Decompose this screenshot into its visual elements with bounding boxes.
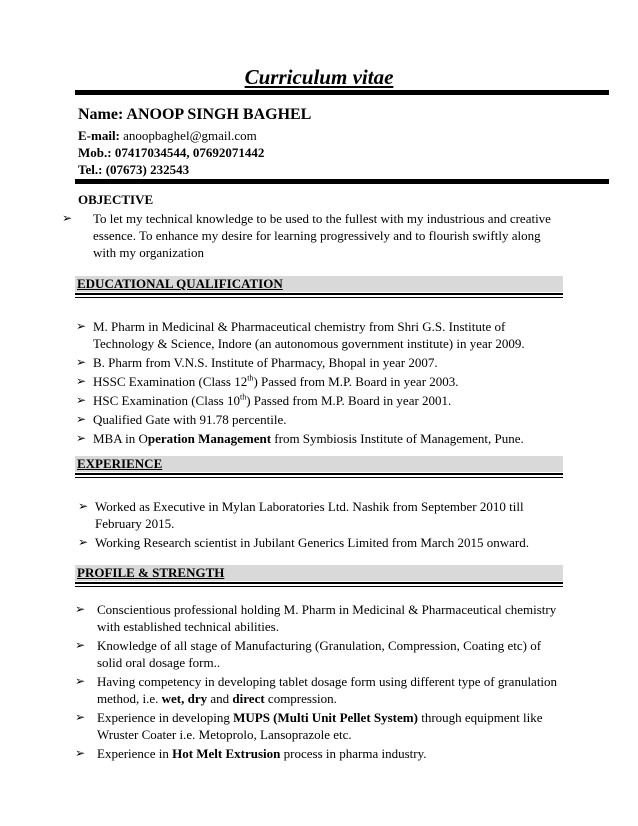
education-rule <box>75 293 563 295</box>
list-item: ➢ Qualified Gate with 91.78 percentile. <box>76 412 287 427</box>
contact-divider <box>75 179 609 184</box>
arrow-bullet-icon: ➢ <box>76 393 87 407</box>
list-item <box>62 210 563 261</box>
list-item: ➢ Having competency in developing tablet dosage form using different type of granulation method, i.e. wet, dry and direct compression. <box>75 674 558 706</box>
arrow-bullet-icon: ➢ <box>75 746 86 760</box>
arrow-bullet-icon: ➢ <box>62 211 73 225</box>
list-item: ➢ Working Research scientist in Jubilant Generics Limited from March 2015 onward. <box>78 535 529 550</box>
list-item: ➢ Worked as Executive in Mylan Laboratories Ltd. Nashik from September 2010 till February 2015. <box>78 499 524 531</box>
arrow-bullet-icon: ➢ <box>75 638 86 652</box>
arrow-bullet-icon: ➢ <box>75 602 86 616</box>
email-line <box>78 127 257 144</box>
experience-heading: EXPERIENCE <box>75 456 563 472</box>
arrow-bullet-icon: ➢ <box>75 710 86 724</box>
list-item: ➢ Experience in developing MUPS (Multi Unit Pellet System) through equipment like Wruster Coater i.e. Metoprolo, Lansoprazole etc. <box>75 710 543 742</box>
mobile-line: Mob.: 07417034544, 07692071442 <box>78 145 265 160</box>
list-item: ➢ Conscientious professional holding M. Pharm in Medicinal & Pharmaceutical chemistry with established technical abilities. <box>75 602 557 634</box>
objective-list <box>62 210 563 263</box>
list-item: ➢ MBA in Operation Management from Symbiosis Institute of Management, Pune. <box>76 431 524 446</box>
profile-rule-thin <box>75 586 563 587</box>
list-item: ➢ B. Pharm from V.N.S. Institute of Pharmacy, Bhopal in year 2007. <box>76 355 438 370</box>
arrow-bullet-icon: ➢ <box>76 319 87 333</box>
profile-rule <box>75 582 563 584</box>
arrow-bullet-icon: ➢ <box>76 355 87 369</box>
arrow-bullet-icon: ➢ <box>76 374 87 388</box>
education-rule-thin <box>75 297 563 298</box>
email-value: anoopbaghel@gmail.com <box>119 128 257 143</box>
experience-list <box>78 498 565 553</box>
arrow-bullet-icon: ➢ <box>76 412 87 426</box>
arrow-bullet-icon: ➢ <box>75 674 86 688</box>
tel-line: Tel.: (07673) 232543 <box>78 162 190 177</box>
profile-heading: PROFILE & STRENGTH <box>75 565 563 581</box>
arrow-bullet-icon: ➢ <box>78 535 89 549</box>
objective-text: To let my technical knowledge to be used to the fullest with my industrious and creative essence. To enhance my desire for learning progressively and to flourish swiftly along with my organization <box>93 211 551 260</box>
education-heading: EDUCATIONAL QUALIFICATION <box>75 276 563 292</box>
candidate-name: Name: ANOOP SINGH BAGHEL <box>78 106 312 123</box>
objective-heading: OBJECTIVE <box>78 192 154 207</box>
arrow-bullet-icon: ➢ <box>78 499 89 513</box>
list-item: ➢ Experience in Hot Melt Extrusion process in pharma industry. <box>75 746 427 761</box>
list-item: ➢ M. Pharm in Medicinal & Pharmaceutical chemistry from Shri G.S. Institute of Technology & Science, Indore (an autonomous government institute) in year 2009. <box>76 319 525 351</box>
list-item: ➢ HSSC Examination (Class 12th) Passed from M.P. Board in year 2003. <box>76 373 459 389</box>
profile-list <box>75 601 563 764</box>
email-label: E-mail: <box>78 128 120 143</box>
list-item: ➢ HSC Examination (Class 10th) Passed from M.P. Board in year 2001. <box>76 392 452 408</box>
arrow-bullet-icon: ➢ <box>76 431 87 445</box>
experience-rule-thin <box>75 477 563 478</box>
list-item: ➢ Knowledge of all stage of Manufacturing (Granulation, Compression, Coating etc) of solid oral dosage form.. <box>75 638 542 670</box>
page-title: Curriculum vitae <box>244 65 394 89</box>
experience-rule <box>75 473 563 475</box>
title-divider <box>75 90 609 95</box>
education-list <box>76 318 563 449</box>
